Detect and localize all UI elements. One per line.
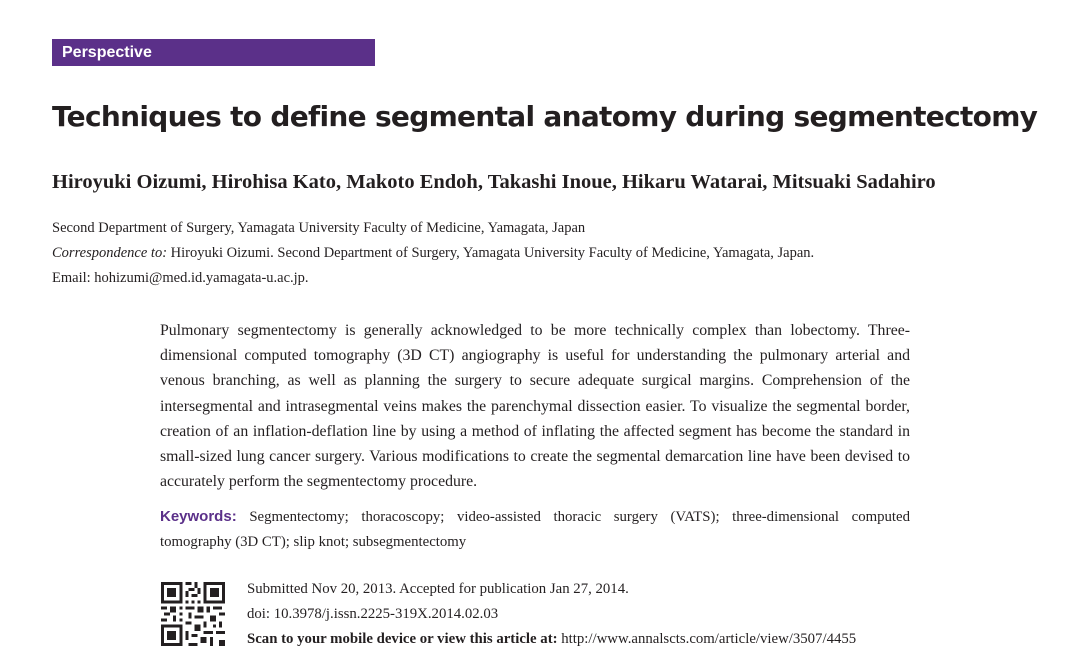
correspondence-line [52,245,814,262]
email-line[interactable]: Email: hohizumi@med.id.yamagata-u.ac.jp. [52,270,309,286]
qr-code-icon[interactable] [161,582,225,646]
keywords-label: Keywords: [160,508,237,525]
keywords-block [160,504,910,555]
correspondence-text: Hiroyuki Oizumi. Second Department of Surgery, Yamagata University Faculty of Medicine, Yamagata, Japan. [167,245,815,261]
article-title: Techniques to define segmental anatomy during segmentectomy [52,100,1038,133]
keywords-text: Segmentectomy; thoracoscopy; video-assisted thoracic surgery (VATS); three-dimensional computed tomography (3D CT); slip knot; subsegmentectomy [160,509,910,550]
submission-dates: Submitted Nov 20, 2013. Accepted for publication Jan 27, 2014. [247,581,629,597]
abstract-text: Pulmonary segmentectomy is generally acknowledged to be more technically complex than lobectomy. Three-dimensional computed tomography (3D CT) angiography is useful for understanding the pulmonary arterial and venous branching, as well as planning the surgery to secure adequate surgical margins. Comprehension of the intersegmental and intrasegmental veins makes the parenchymal dissection easier. To visualize the segmental border, creation of an inflation-deflation line by using a method of inflating the affected segment has become the standard in small-sized lung cancer surgery. Various modifications to create the segmental demarcation line have been devised to accurately perform the segmentectomy procedure. [160,322,910,491]
section-banner: Perspective [52,39,375,66]
affiliation-line: Second Department of Surgery, Yamagata University Faculty of Medicine, Yamagata, Japan [52,220,586,236]
article-url-link[interactable]: http://www.annalscts.com/article/view/3507/4455 [557,631,857,647]
scan-label: Scan to your mobile device or view this article at: [247,631,558,647]
article-link-line [247,631,856,648]
doi-line[interactable]: doi: 10.3978/j.issn.2225-319X.2014.02.03 [247,606,499,622]
author-list: Hiroyuki Oizumi, Hirohisa Kato, Makoto Endoh, Takashi Inoue, Hikaru Watarai, Mitsuaki Sadahiro [52,171,936,193]
correspondence-label: Correspondence to: [52,245,168,261]
